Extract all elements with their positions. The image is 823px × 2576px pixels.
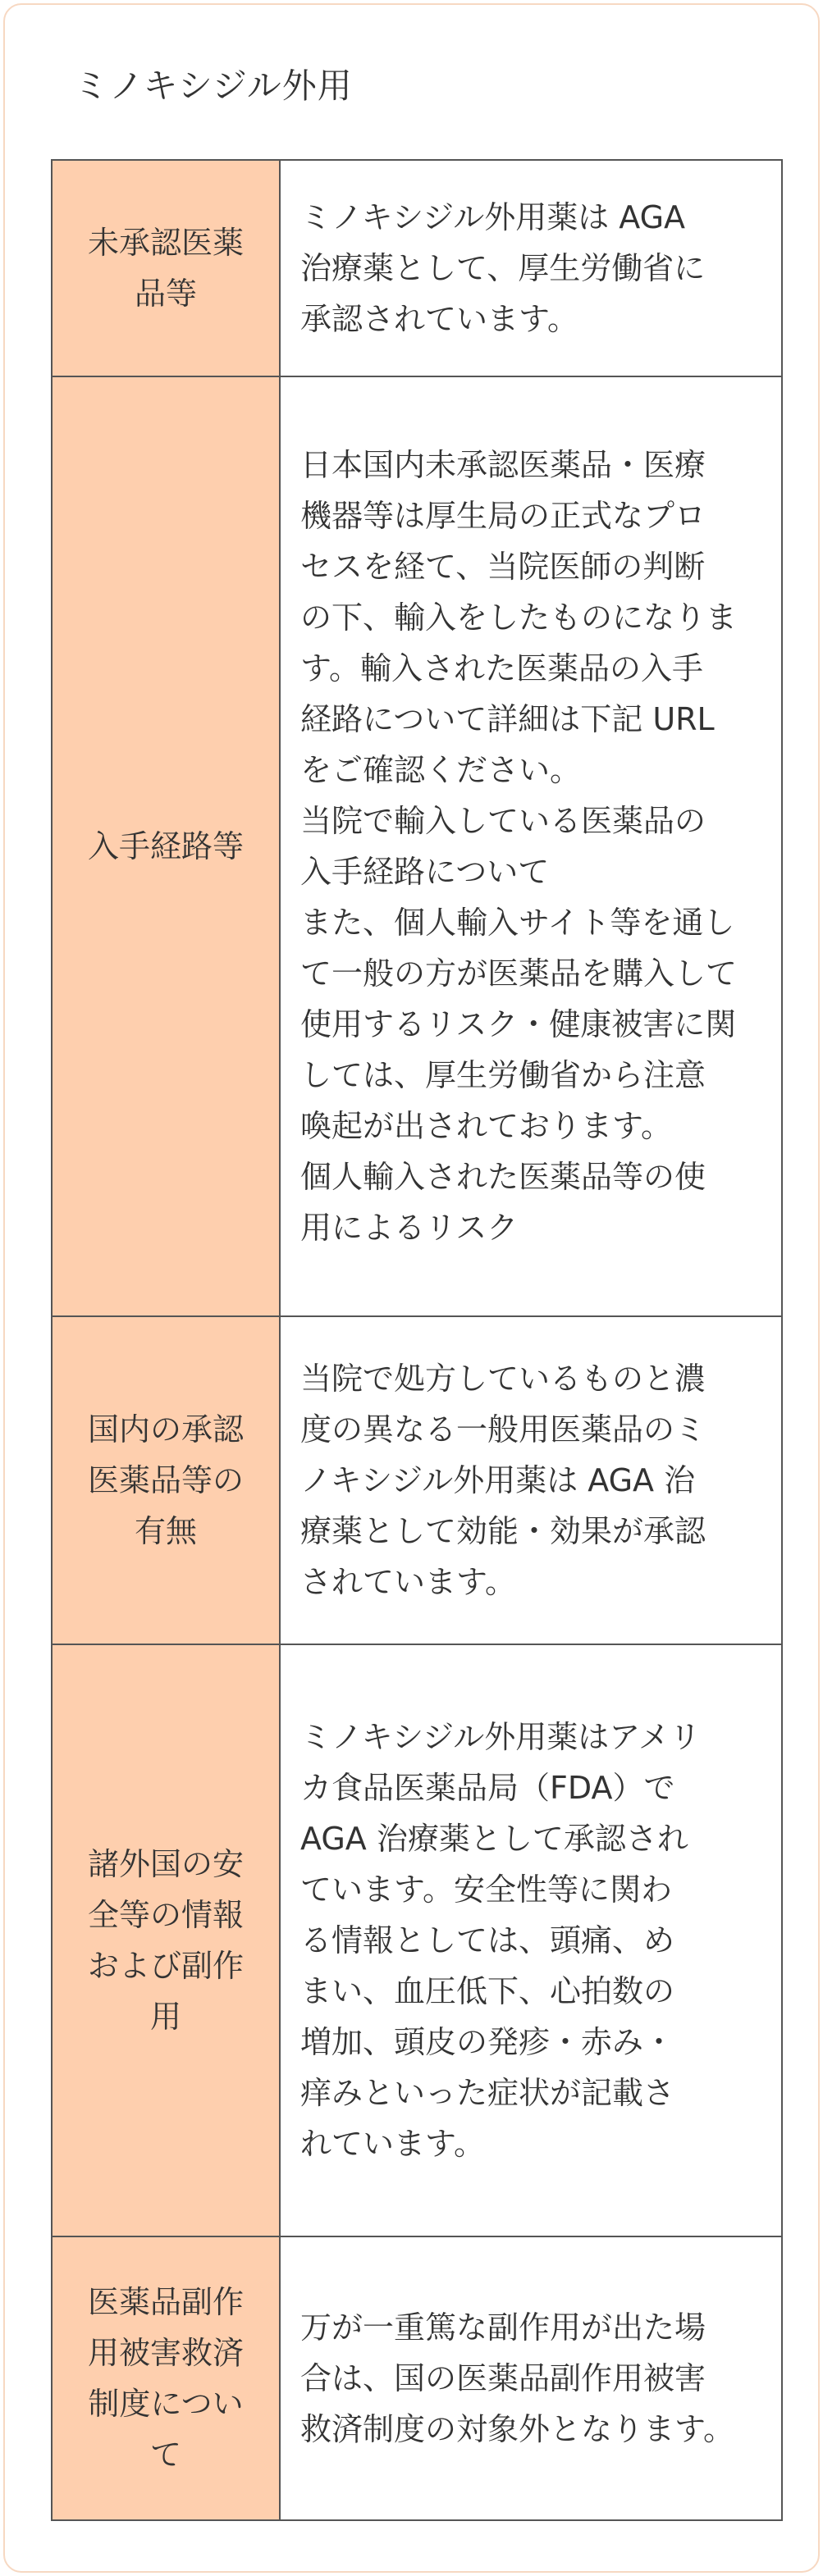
row-content-line: 当院で輸入している医薬品の [300, 803, 706, 839]
row-content-line: しては、厚生労働省から注意 [300, 1057, 706, 1093]
row-content-line: 個人輸入された医薬品等の使 [300, 1159, 706, 1195]
row-content-line: 度の異なる一般用医薬品のミ [300, 1411, 706, 1448]
row-content-line: 万が一重篤な副作用が出た場 [300, 2309, 706, 2346]
row-content-line: 機器等は厚生局の正式なプロ [300, 498, 706, 534]
row-content-line: AGA 治療薬として承認され [300, 1821, 688, 1857]
row-content-line: 療薬として効能・効果が承認 [300, 1513, 706, 1549]
row-header-line: 用 [149, 1999, 181, 2035]
row-content-line: 用によるリスク [300, 1210, 519, 1246]
row-content-line: ノキシジル外用薬は AGA 治 [300, 1462, 696, 1498]
table-row [52, 1644, 782, 2236]
row-content-line: また、個人輸入サイト等を通し [300, 905, 735, 941]
row-content-line: 経路について詳細は下記 URL [300, 701, 715, 737]
row-content-line: ミノキシジル外用薬はアメリ [300, 1719, 701, 1755]
table-row [52, 2236, 782, 2520]
row-header-line: 医薬品副作 [87, 2284, 244, 2320]
row-content-line: れています。 [300, 2126, 485, 2162]
table-row [52, 160, 782, 376]
row-header [52, 1644, 280, 2236]
row-header [52, 376, 280, 1316]
row-content-line: 喚起が出されております。 [300, 1108, 672, 1144]
row-header-line: 国内の承認 [87, 1411, 244, 1448]
row-content-line: 合は、国の医薬品副作用被害 [300, 2360, 706, 2396]
row-header-line: 全等の情報 [87, 1897, 244, 1933]
row-header-line: 医薬品等の [87, 1462, 244, 1498]
table-row [52, 1316, 782, 1644]
row-header-line: 制度につい [88, 2386, 244, 2422]
row-header-line: 諸外国の安 [87, 1846, 244, 1882]
row-content-line: す。輸入された医薬品の入手 [300, 650, 703, 686]
row-header [52, 2236, 280, 2520]
row-header [52, 1316, 280, 1644]
row-content-line: 治療薬として、厚生労働省に [300, 250, 706, 286]
row-content-line: ています。安全性等に関わ [300, 1872, 672, 1908]
row-content-line: まい、血圧低下、心拍数の [300, 1973, 675, 2009]
row-content-line: 救済制度の対象外となります。 [300, 2411, 734, 2447]
row-content [280, 2236, 782, 2520]
row-header-line: 有無 [134, 1513, 197, 1549]
row-content [280, 160, 782, 376]
row-content-line: 使用するリスク・健康被害に関 [300, 1006, 737, 1042]
row-content [280, 1316, 782, 1644]
row-content-line: 痒みといった症状が記載さ [300, 2075, 675, 2111]
row-content [280, 376, 782, 1316]
row-content-line: 増加、頭皮の発疹・赤み・ [300, 2024, 675, 2060]
row-content-line: る情報としては、頭痛、め [300, 1922, 675, 1958]
row-content [280, 1644, 782, 2236]
row-content-line: セスを経て、当院医師の判断 [300, 549, 706, 585]
row-content-line: の下、輸入をしたものになりま [300, 600, 738, 636]
row-header [52, 160, 280, 376]
table-row [52, 376, 782, 1316]
row-content-line: 承認されています。 [300, 301, 578, 337]
info-table [51, 159, 783, 2521]
row-header-line: 用被害救済 [87, 2335, 244, 2371]
section-title: ミノキシジル外用 [74, 66, 353, 106]
row-content-line: 当院で処方しているものと濃 [300, 1361, 706, 1397]
row-content-line: をご確認ください。 [300, 752, 582, 788]
info-card [3, 3, 820, 2573]
row-header-line: 入手経路等 [87, 828, 244, 864]
row-content-line: 入手経路について [300, 854, 550, 890]
row-content-line: 日本国内未承認医薬品・医療 [300, 447, 706, 483]
row-header-line: て [149, 2437, 181, 2473]
row-header-line: 品等 [134, 276, 197, 312]
row-content-line: ミノキシジル外用薬は AGA [300, 199, 686, 235]
row-content-line: されています。 [300, 1564, 516, 1600]
row-header-line: 未承認医薬 [87, 225, 244, 261]
row-content-line: て一般の方が医薬品を購入して [300, 955, 738, 992]
row-header-line: および副作 [87, 1948, 244, 1984]
row-content-line: カ食品医薬品局（FDA）で [300, 1770, 675, 1806]
